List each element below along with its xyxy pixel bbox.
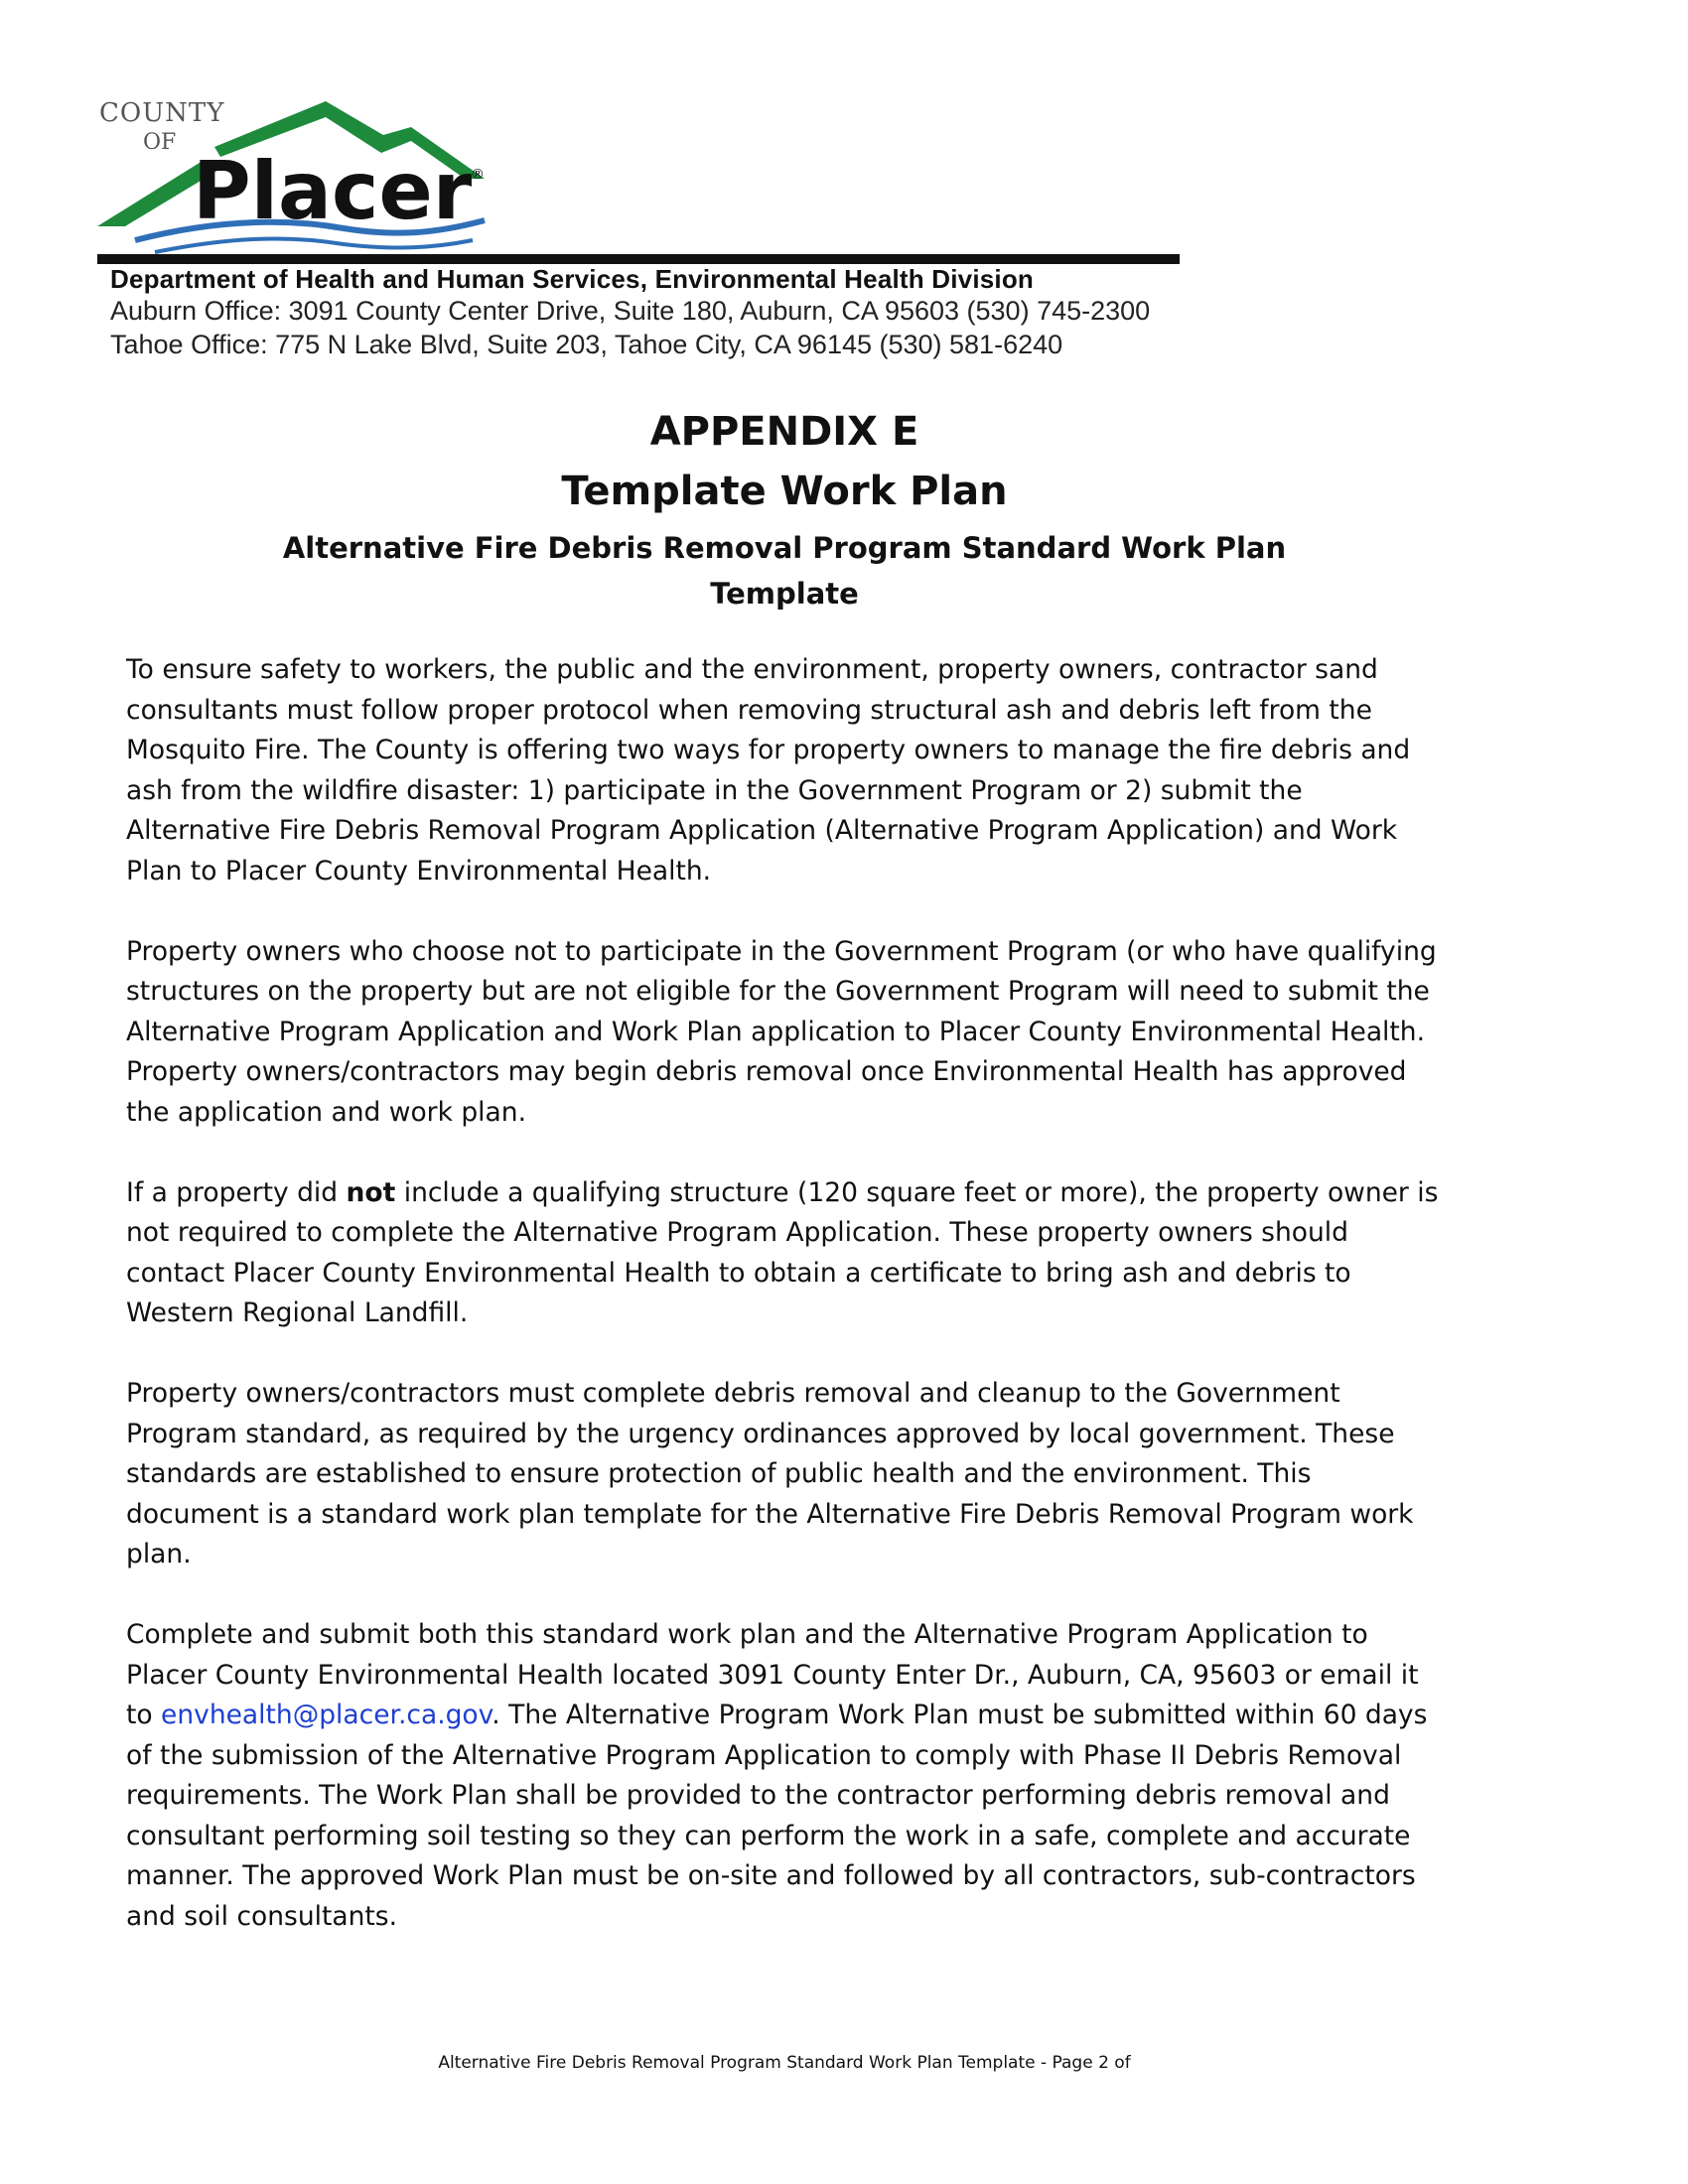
water-line-shape xyxy=(155,238,473,252)
logo-placer-text: Placer xyxy=(193,145,473,237)
title-block xyxy=(0,402,1569,616)
subtitle-line-2: Template xyxy=(710,577,859,611)
emphasis-not: not xyxy=(346,1176,396,1208)
logo-county-text: COUNTY xyxy=(99,98,225,128)
paragraph-non-qualifying xyxy=(126,1173,1447,1334)
template-work-plan-title: Template Work Plan xyxy=(561,469,1008,514)
auburn-office-address: Auburn Office: 3091 County Center Drive, Suite 180, Auburn, CA 95603 (530) 745-2300 xyxy=(110,296,1151,326)
county-of-placer-logo xyxy=(95,95,502,254)
paragraph-text: Complete and submit both this standard work plan and the Alternative Program Application to Placer County Environmental Health located 3091 County Enter Dr., Auburn, CA, 95603 or email it to xyxy=(126,1619,1419,1730)
paragraph-eligibility: Property owners who choose not to participate in the Government Program (or who have qualifying structures on the property but are not eligible for the Government Program will need to submit the Alternative Program Application and Work Plan application to Placer County Environmental Health. Property owners/contractors may begin debris removal once Environmental Health has approved the application and work plan. xyxy=(126,935,1437,1128)
header-rule xyxy=(97,254,1180,264)
subtitle-line-1: Alternative Fire Debris Removal Program Standard Work Plan xyxy=(282,531,1287,565)
paragraph-text: include a qualifying structure (120 square feet or more), the property owner is not required to complete the Alternative Program Application. These property owners should contact Placer County Environmental Health to obtain a certificate to bring ash and debris to Western Regional Landfill. xyxy=(126,1176,1439,1328)
appendix-title: APPENDIX E xyxy=(649,409,919,455)
paragraph-standards: Property owners/contractors must complete debris removal and cleanup to the Government Program standard, as required by the urgency ordinances approved by local government. These standards are established to ensure protection of public health and the environment. This document is a standard work plan template for the Alternative Fire Debris Removal Program work plan. xyxy=(126,1378,1414,1570)
subtitle xyxy=(0,525,1569,616)
tahoe-office-address: Tahoe Office: 775 N Lake Blvd, Suite 203, Tahoe City, CA 96145 (530) 581-6240 xyxy=(110,330,1063,359)
paragraph-submission xyxy=(126,1615,1447,1937)
department-name: Department of Health and Human Services, Environmental Health Division xyxy=(110,264,1034,294)
email-link[interactable]: envhealth@placer.ca.gov xyxy=(161,1700,492,1730)
body-text xyxy=(126,650,1447,1978)
paragraph-text: . The Alternative Program Work Plan must be submitted within 60 days of the submission of the Alternative Program Application to comply with Phase II Debris Removal requirements. The Work Plan shall be provided to the contractor performing debris removal and consultant performing soil testing so they can perform the work in a safe, complete and accurate manner. The approved Work Plan must be on-site and followed by all contractors, sub-contractors and soil consultants. xyxy=(126,1700,1428,1932)
logo-of-text: OF xyxy=(143,130,177,155)
page-footer: Alternative Fire Debris Removal Program Standard Work Plan Template - Page 2 of xyxy=(438,2053,1131,2073)
paragraph-text: If a property did xyxy=(126,1176,347,1208)
logo-registered-mark: ® xyxy=(471,167,485,183)
paragraph-intro: To ensure safety to workers, the public and the environment, property owners, contractor sand consultants must follow proper protocol when removing structural ash and debris left from the Mosquito Fire. The County is offering two ways for property owners to manage the fire debris and ash from the wildfire disaster: 1) participate in the Government Program or 2) submit the Alternative Fire Debris Removal Program Application (Alternative Program Application) and Work Plan to Placer County Environmental Health. xyxy=(126,654,1411,887)
